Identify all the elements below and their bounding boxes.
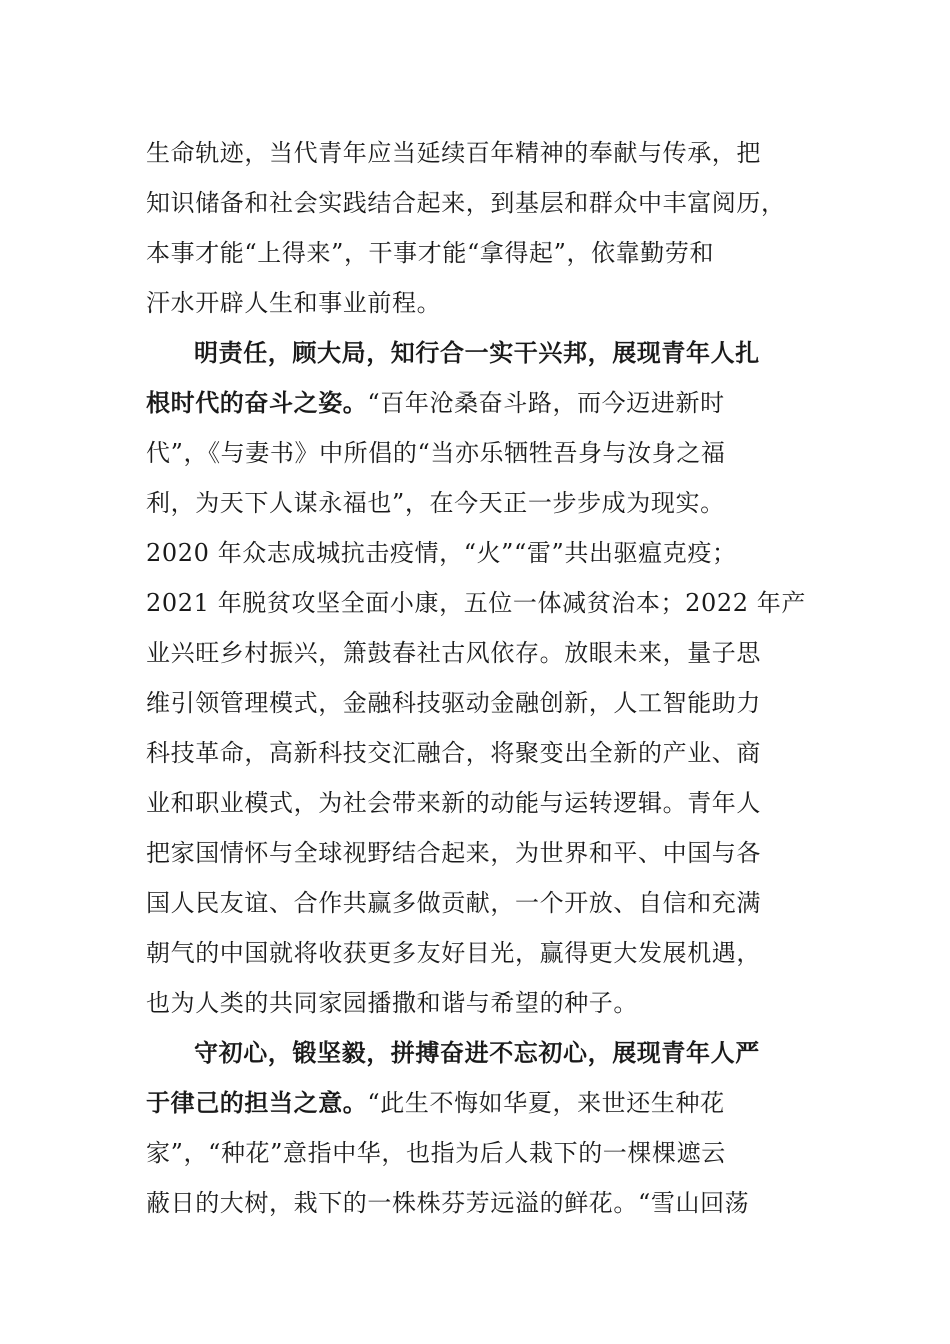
text-line: 家”，“种花”意指中华，也指为后人栽下的一棵棵遮云 bbox=[146, 1139, 726, 1167]
text-fragment: “百年沧桑奋斗路，而今迈进新时 bbox=[367, 389, 725, 417]
text-line: 2021 年脱贫攻坚全面小康，五位一体减贫治本；2022 年产 bbox=[146, 589, 807, 617]
mixed-line bbox=[146, 378, 806, 428]
text-line: 朝气的中国就将收获更多友好目光，赢得更大发展机遇， bbox=[146, 939, 761, 967]
paragraph-heading-end: 于律己的担当之意。 bbox=[146, 1088, 368, 1117]
text-line: 科技革命，高新科技交汇融合，将聚变出全新的产业、商 bbox=[146, 739, 761, 767]
text-line: 生命轨迹，当代青年应当延续百年精神的奉献与传承，把 bbox=[146, 139, 761, 167]
text-line: 业和职业模式，为社会带来新的动能与运转逻辑。青年人 bbox=[146, 789, 761, 817]
document-page bbox=[146, 128, 806, 1228]
text-line: 本事才能“上得来”，干事才能“拿得起”，依靠勤劳和 bbox=[146, 239, 715, 267]
text-line: 国人民友谊、合作共赢多做贡献，一个开放、自信和充满 bbox=[146, 889, 761, 917]
paragraph-2 bbox=[146, 328, 806, 1028]
text-line: 代”，《与妻书》中所倡的“当亦乐牺牲吾身与汝身之福 bbox=[146, 439, 726, 467]
text-line: 知识储备和社会实践结合起来，到基层和群众中丰富阅历， bbox=[146, 189, 786, 217]
paragraph-heading-line: 明责任，顾大局，知行合一实干兴邦，展现青年人扎 bbox=[194, 338, 760, 367]
text-line: 利，为天下人谋永福也”，在今天正一步步成为现实。 bbox=[146, 489, 725, 517]
paragraph-heading-line: 守初心，锻坚毅，拼搏奋进不忘初心，展现青年人严 bbox=[194, 1038, 760, 1067]
paragraph-3 bbox=[146, 1028, 806, 1228]
text-line: 业兴旺乡村振兴，箫鼓春社古风依存。放眼未来，量子思 bbox=[146, 639, 761, 667]
text-line: 也为人类的共同家园播撒和谐与希望的种子。 bbox=[146, 989, 638, 1017]
paragraph-heading-end: 根时代的奋斗之姿。 bbox=[146, 388, 368, 417]
text-fragment: “此生不悔如华夏，来世还生种花 bbox=[367, 1089, 725, 1117]
text-line: 把家国情怀与全球视野结合起来，为世界和平、中国与各 bbox=[146, 839, 761, 867]
text-line: 维引领管理模式，金融科技驱动金融创新，人工智能助力 bbox=[146, 689, 761, 717]
paragraph-1 bbox=[146, 128, 806, 328]
text-line: 蔽日的大树，栽下的一株株芬芳远溢的鲜花。“雪山回荡 bbox=[146, 1189, 750, 1217]
mixed-line bbox=[146, 1078, 806, 1128]
text-line: 2020 年众志成城抗击疫情，“火”“雷”共出驱瘟克疫； bbox=[146, 539, 737, 567]
text-line: 汗水开辟人生和事业前程。 bbox=[146, 289, 442, 317]
